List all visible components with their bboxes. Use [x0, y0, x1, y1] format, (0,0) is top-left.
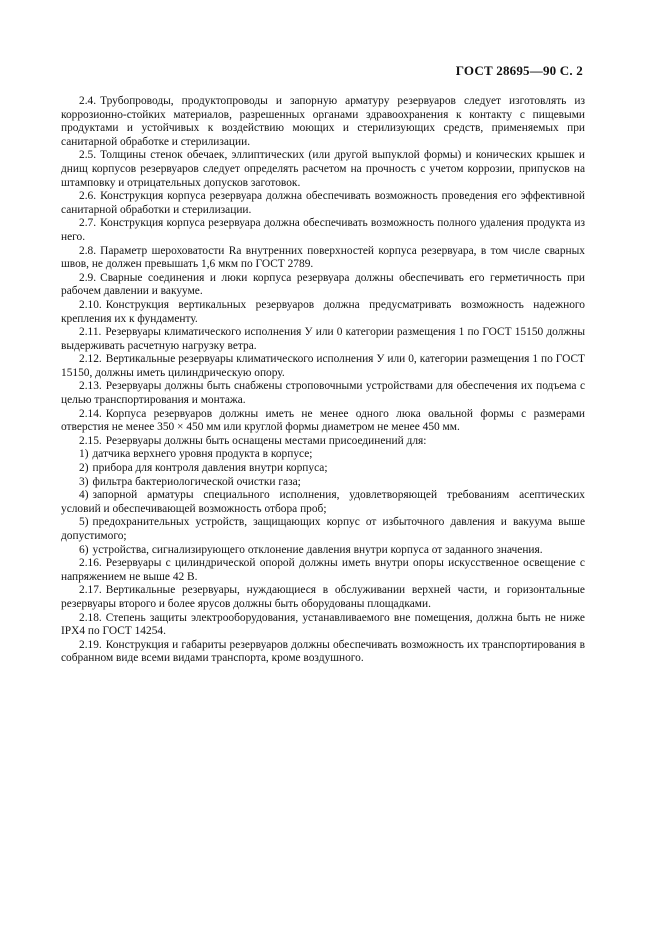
paragraph-4 — [61, 489, 585, 516]
paragraph-number: 2.9. — [79, 271, 97, 284]
paragraph-text: Резервуары климатического исполнения У или 0 категории размещения 1 по ГОСТ 15150 должны выдерживать расчетную нагрузку ветра. — [61, 326, 585, 352]
paragraph-text: Резервуары с цилиндрической опорой должны иметь внутри опоры искусственное освещение с напряжением не выше 42 В. — [61, 557, 585, 583]
paragraph-2-9 — [61, 272, 585, 299]
paragraph-2-8 — [61, 245, 585, 272]
paragraph-text: Корпуса резервуаров должны иметь не менее одного люка овальной формы с размерами отверстия не менее 350 × 450 мм или круглой формы диаметром не менее 450 мм. — [61, 407, 585, 434]
paragraph-2-17 — [61, 584, 585, 611]
paragraph-text: датчика верхнего уровня продукта в корпусе; — [92, 448, 313, 461]
paragraph-text: прибора для контроля давления внутри корпуса; — [92, 462, 328, 475]
paragraph-text: Вертикальные резервуары, нуждающиеся в обслуживании верхней части, и горизонтальные резервуары второго и более ярусов должны быть оборудованы площадками. — [61, 584, 585, 610]
paragraph-text: Степень защиты электрооборудования, устанавливаемого вне помещения, должна быть не ниже IPX4 по ГОСТ 14254. — [61, 611, 585, 638]
paragraph-number: 2.10. — [79, 298, 102, 311]
page-header: ГОСТ 28695—90 С. 2 — [455, 63, 583, 78]
paragraph-2-4 — [61, 95, 585, 149]
paragraph-number: 2.14. — [79, 407, 102, 420]
paragraph-2-14 — [61, 408, 585, 435]
paragraph-2-13 — [61, 380, 585, 407]
paragraph-text: устройства, сигнализирующего отклонение давления внутри корпуса от заданного значения. — [92, 543, 543, 556]
paragraph-number: 2.4. — [79, 95, 97, 107]
paragraph-number: 3) — [79, 475, 89, 488]
paragraph-number: 2.7. — [79, 217, 97, 230]
paragraph-number: 2.11. — [79, 326, 102, 339]
paragraph-2-18 — [61, 612, 585, 639]
paragraph-text: Параметр шероховатости Ra внутренних поверхностей корпуса резервуара, в том числе сварных швов, не должен превышать 1,6 мкм по ГОСТ 2789. — [61, 244, 585, 271]
paragraph-text: Сварные соединения и люки корпуса резервуара должны обеспечивать его герметичность при рабочем давлении и вакууме. — [61, 271, 585, 298]
paragraph-number: 2) — [79, 462, 89, 475]
paragraph-text: Трубопроводы, продуктопроводы и запорную арматуру резервуаров следует изготовлять из коррозионно-стойких материалов, разрешенных органами здравоохранения к контакту с пищевыми продуктами и устойчивых к воздействию моющих и стерилизующих средств, применяемых при санитарной обработке и стерилизации. — [61, 95, 585, 148]
body-text — [61, 95, 585, 666]
paragraph-2-11 — [61, 326, 585, 353]
paragraph-number: 2.16. — [79, 557, 102, 570]
paragraph-number: 2.17. — [79, 584, 102, 597]
paragraph-number: 2.12. — [79, 353, 102, 366]
paragraph-number: 4) — [79, 489, 89, 502]
paragraph-text: Резервуары должны быть снабжены строповочными устройствами для обеспечения их подъема с целью транспортирования и монтажа. — [61, 380, 585, 407]
paragraph-6 — [61, 544, 585, 558]
paragraph-text: Резервуары должны быть оснащены местами присоединений для: — [105, 434, 427, 447]
paragraph-2-19 — [61, 639, 585, 666]
paragraph-number: 2.18. — [79, 611, 102, 624]
paragraph-number: 6) — [79, 543, 89, 556]
paragraph-text: Конструкция вертикальных резервуаров должна предусматривать возможность надежного крепления их к фундаменту. — [61, 298, 585, 325]
paragraph-2 — [61, 462, 585, 476]
paragraph-3 — [61, 476, 585, 490]
paragraph-number: 2.15. — [79, 434, 102, 447]
paragraph-2-12 — [61, 353, 585, 380]
paragraph-text: Конструкция корпуса резервуара должна обеспечивать возможность проведения его эффективной санитарной обработки и стерилизации. — [61, 190, 585, 216]
paragraph-text: предохранительных устройств, защищающих корпус от избыточного давления и вакуума выше допустимого; — [61, 516, 585, 542]
paragraph-text: фильтра бактериологической очистки газа; — [92, 475, 301, 488]
paragraph-number: 2.8. — [79, 244, 97, 257]
paragraph-number: 5) — [79, 516, 89, 529]
paragraph-text: Толщины стенок обечаек, эллиптических (или другой выпуклой формы) и конических крышек и днищ корпусов резервуаров следует определять расчетом на прочность с учетом коррозии, припусков на штамповку и отрицательных допусков заготовок. — [61, 149, 585, 189]
paragraph-text: Конструкция и габариты резервуаров должны обеспечивать возможность их транспортирования в собранном виде всеми видами транспорта, кроме воздушного. — [61, 638, 585, 665]
paragraph-2-6 — [61, 190, 585, 217]
paragraph-number: 1) — [79, 448, 89, 461]
paragraph-5 — [61, 516, 585, 543]
paragraph-2-15 — [61, 435, 585, 449]
paragraph-text: запорной арматуры специального исполнения, удовлетворяющей требованиям асептических условий и обеспечивающей возможность отбора проб; — [61, 489, 585, 515]
paragraph-2-16 — [61, 557, 585, 584]
paragraph-number: 2.19. — [79, 638, 102, 651]
paragraph-2-7 — [61, 217, 585, 244]
paragraph-2-5 — [61, 149, 585, 190]
paragraph-number: 2.13. — [79, 380, 102, 393]
paragraph-2-10 — [61, 299, 585, 326]
paragraph-1 — [61, 448, 585, 462]
paragraph-text: Конструкция корпуса резервуара должна обеспечивать возможность полного удаления продукта из него. — [61, 217, 585, 243]
paragraph-number: 2.5. — [79, 149, 97, 162]
paragraph-number: 2.6. — [79, 190, 97, 203]
paragraph-text: Вертикальные резервуары климатического исполнения У или 0, категории размещения 1 по ГОСТ 15150, должны иметь цилиндрическую опору. — [61, 353, 585, 379]
